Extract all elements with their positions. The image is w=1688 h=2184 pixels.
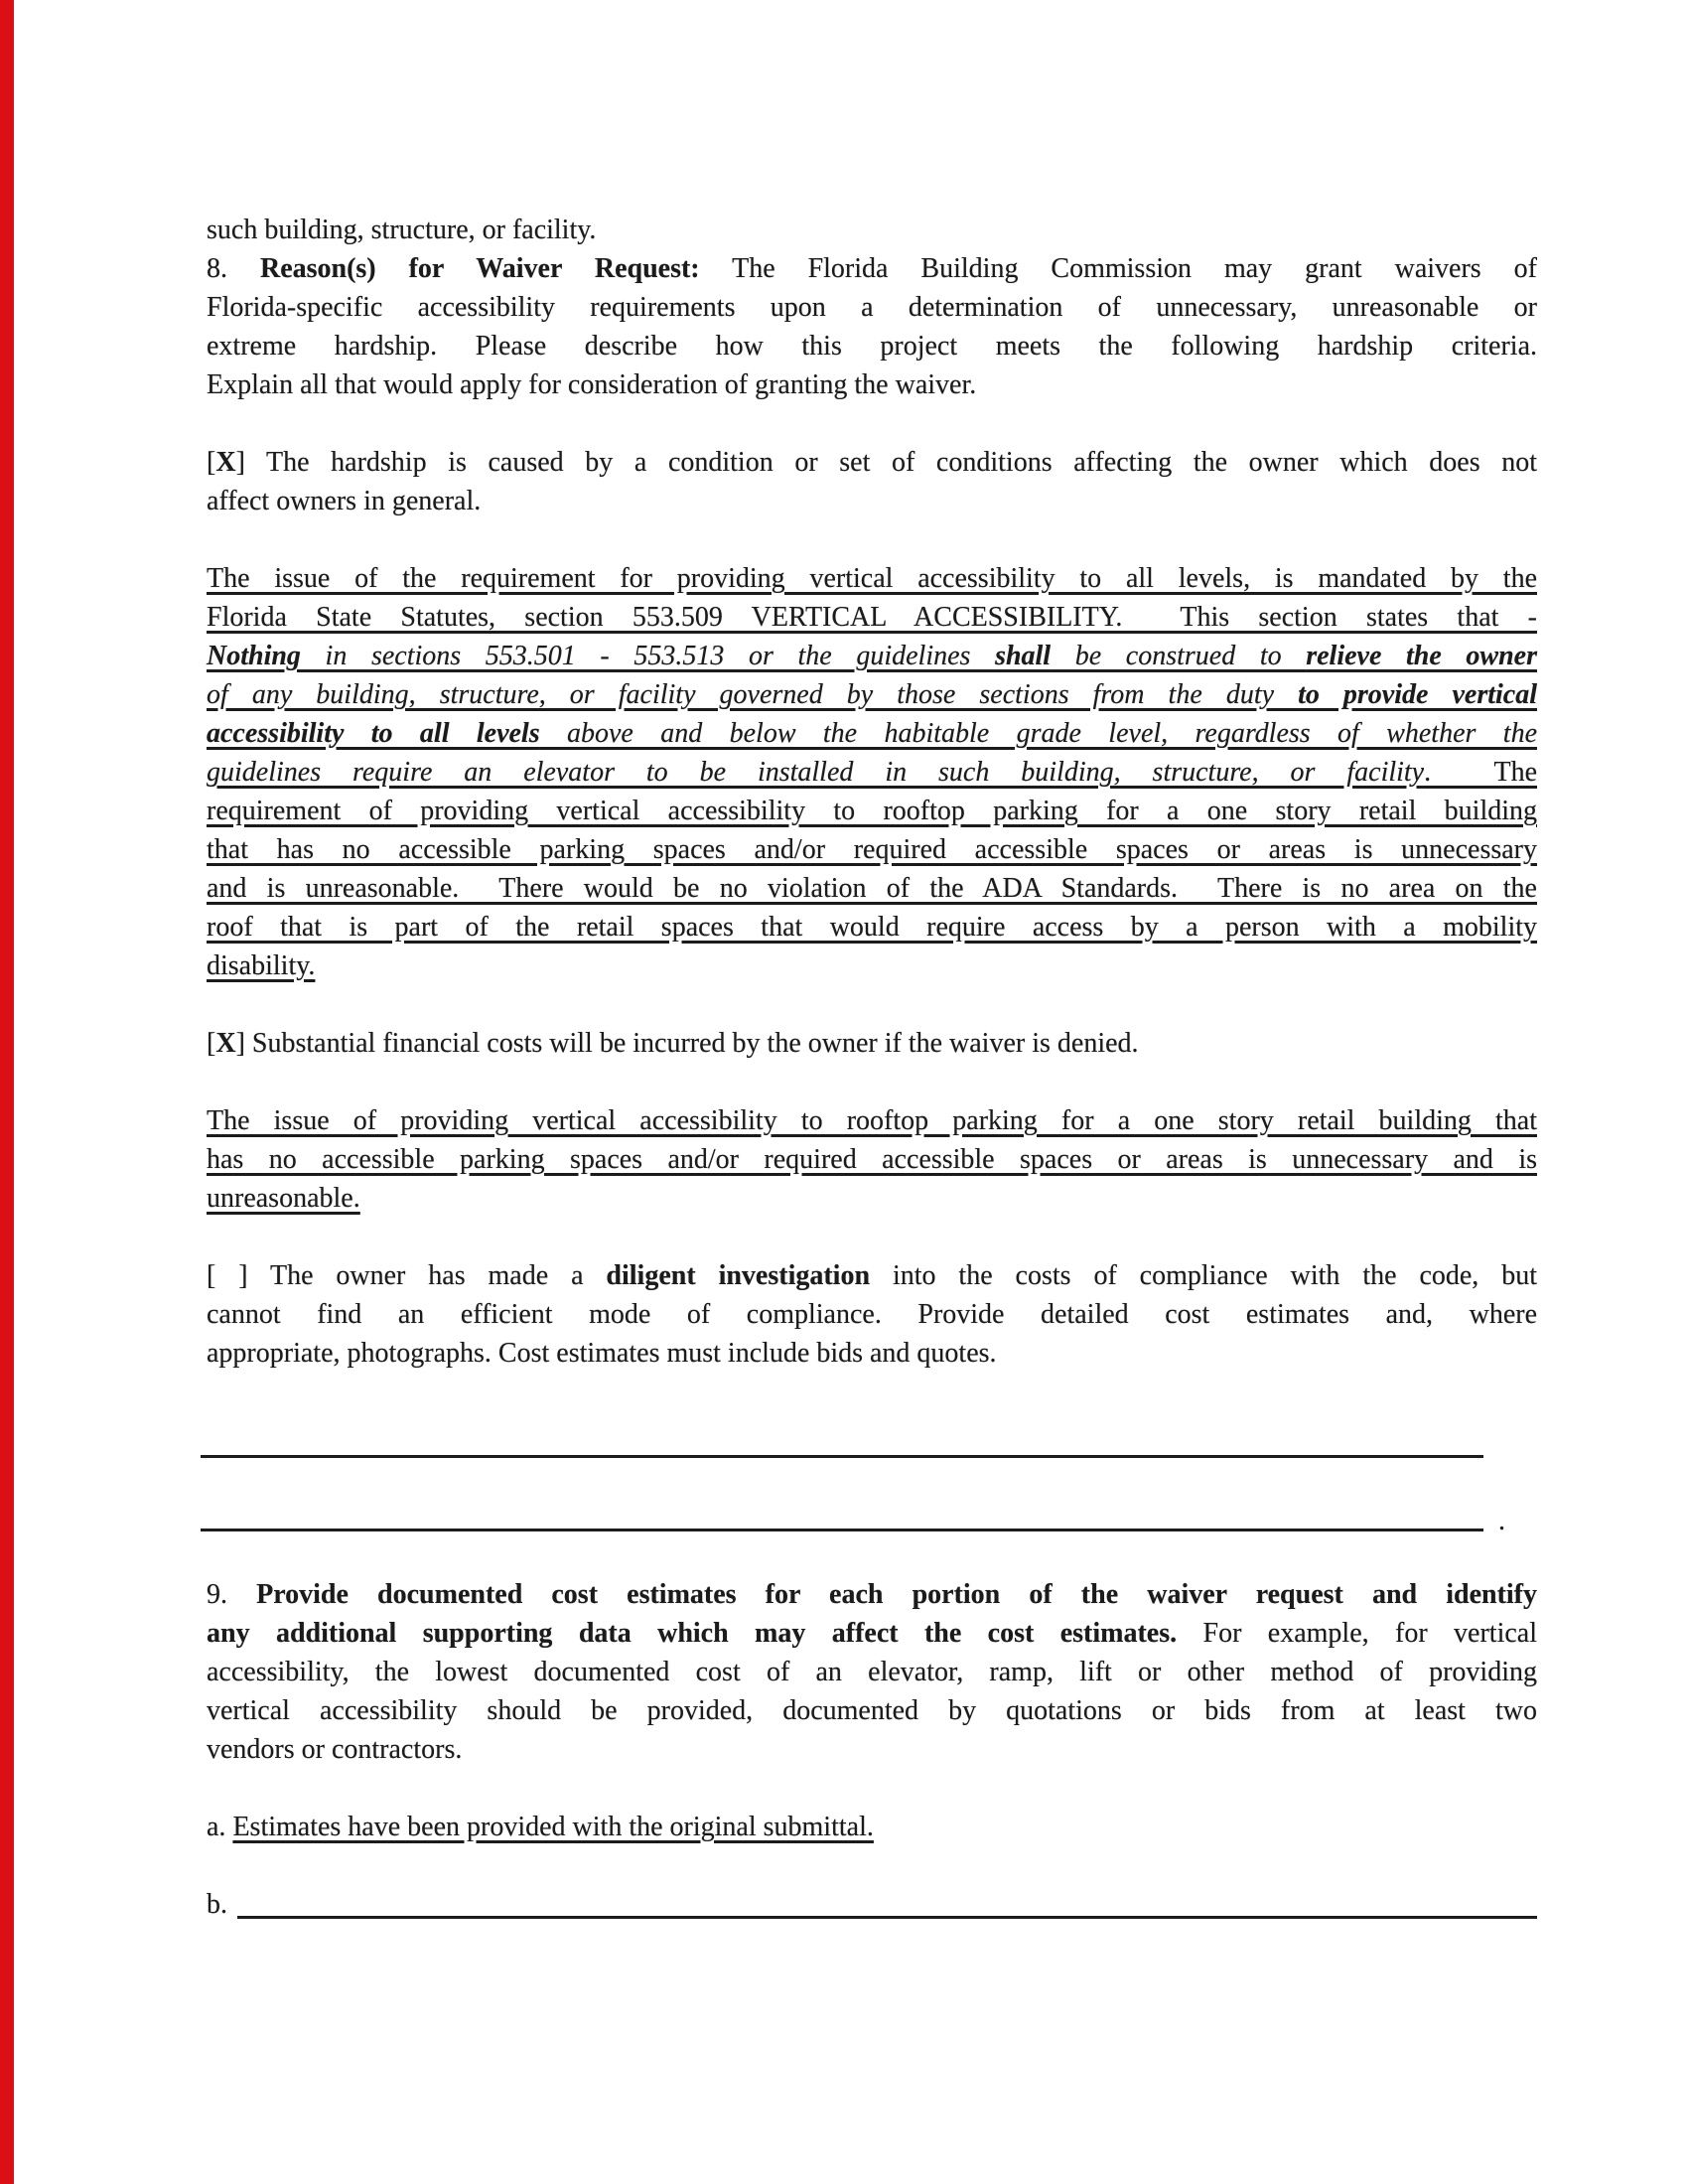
text-segment: that has no accessible parking spaces and/or required accessible spaces or areas is unnecessary (207, 834, 1537, 865)
text-line (207, 1575, 1537, 1614)
text-line (207, 1691, 1537, 1730)
text-line (207, 1256, 1537, 1295)
text-segment: The Florida Building Commission may grant waivers of (699, 253, 1537, 284)
text-segment: The issue of providing vertical accessibility to rooftop parking for a one story retail building that (207, 1105, 1537, 1136)
text-segment: disability. (207, 950, 316, 981)
text-segment: into the costs of compliance with the code, but (870, 1260, 1537, 1291)
text-line (207, 869, 1537, 908)
text-segment: guidelines require an elevator to be installed in such building, structure, or facility (207, 757, 1425, 788)
text-line (207, 637, 1537, 675)
text-line (207, 1614, 1537, 1653)
text-line (207, 830, 1537, 869)
text-segment: [ (207, 447, 216, 478)
text-segment: vertical accessibility should be provided, documented by quotations or bids from at least two (207, 1695, 1537, 1726)
checkbox-hardship-condition (207, 443, 1537, 520)
text-segment: any additional supporting data which may affect the cost estimates. (207, 1618, 1178, 1649)
text-segment: Reason(s) for Waiver Request: (259, 253, 700, 284)
text-segment: cannot find an efficient mode of compliance. Provide detailed cost estimates and, where (207, 1299, 1537, 1330)
text-segment: [ ] The owner has made a (207, 1260, 607, 1291)
text-line (207, 327, 1537, 365)
text-segment: extreme hardship. Please describe how this project meets the following hardship criteria. (207, 331, 1537, 362)
text-segment: affect owners in general. (207, 486, 482, 516)
item-a-label: a. (207, 1812, 226, 1842)
item-b-blank-line (237, 1885, 1537, 1919)
text-segment: be construed to (1051, 641, 1307, 671)
text-segment: shall (995, 641, 1052, 671)
text-segment: accessibility, the lowest documented cost of an elevator, ramp, lift or other method of providing (207, 1657, 1537, 1687)
text-line (207, 249, 1537, 288)
text-segment: above and below the habitable grade level, regardless of whether the (539, 718, 1537, 749)
item-a-text: Estimates have been provided with the original submittal. (232, 1812, 874, 1842)
text-segment: to provide vertical (1298, 679, 1538, 710)
text-segment: unreasonable. (207, 1183, 360, 1214)
text-segment: Provide documented cost estimates for each portion of the waiver request and identify (256, 1579, 1537, 1610)
text-line (207, 1295, 1537, 1334)
scan-edge-red-stripe (0, 0, 14, 2184)
trailing-period: . (1498, 1506, 1505, 1536)
text-line (207, 288, 1537, 327)
text-segment: diligent investigation (606, 1260, 871, 1291)
text-line (207, 1334, 1537, 1373)
blank-fill-line-2 (201, 1506, 1505, 1536)
text-segment: requirement of providing vertical accessibility to rooftop parking for a one story retail building (207, 796, 1537, 826)
text-line (207, 908, 1537, 946)
checkbox-financial-costs (207, 1024, 1537, 1063)
document-content (207, 211, 1537, 1924)
rooftop-parking-justification (207, 1101, 1537, 1218)
text-segment: X (215, 1028, 236, 1059)
checkbox-diligent-investigation (207, 1256, 1537, 1373)
text-segment: 9. (207, 1579, 257, 1610)
text-line (207, 443, 1537, 482)
text-segment: accessibility to all levels (207, 718, 540, 749)
text-segment: ] The hardship is caused by a condition or set of conditions affecting the owner which does not (235, 447, 1537, 478)
text-line (207, 675, 1537, 714)
text-segment: For example, for vertical (1177, 1618, 1537, 1649)
text-segment: in sections 553.501 - 553.513 or the guidelines (300, 641, 996, 671)
text-segment: X (215, 447, 236, 478)
text-line (207, 792, 1537, 830)
text-segment: Florida State Statutes, section 553.509 VERTICAL ACCESSIBILITY. This section states that - (207, 602, 1537, 633)
item-b-label: b. (207, 1889, 227, 1920)
estimate-item-b (207, 1885, 1537, 1924)
text-line (207, 598, 1537, 637)
body-paragraphs (207, 211, 1537, 1373)
text-segment: 8. (207, 253, 260, 284)
continuation-line (207, 211, 1537, 249)
text-line (207, 482, 1537, 520)
text-segment: Explain all that would apply for consideration of granting the waiver. (207, 369, 977, 400)
text-segment: ] Substantial financial costs will be incurred by the owner if the waiver is denied. (235, 1028, 1139, 1059)
blank-fill-line-1 (201, 1455, 1483, 1458)
text-line (207, 753, 1537, 792)
text-segment: relieve the owner (1306, 641, 1537, 671)
text-line (207, 714, 1537, 753)
statute-justification-paragraph (207, 559, 1537, 985)
text-segment: and is unreasonable. There would be no violation of the ADA Standards. There is no area on the (207, 873, 1537, 904)
text-segment: . The (1424, 757, 1538, 788)
text-line (207, 1653, 1537, 1691)
text-segment: vendors or contractors. (207, 1734, 463, 1765)
text-line (207, 1179, 1537, 1218)
text-line (207, 211, 1537, 249)
text-segment: appropriate, photographs. Cost estimates must include bids and quotes. (207, 1338, 997, 1369)
estimate-item-a (207, 1808, 1537, 1846)
text-line (207, 1024, 1537, 1063)
text-segment: such building, structure, or facility. (207, 215, 597, 245)
text-segment: [ (207, 1028, 216, 1059)
text-segment: Florida-specific accessibility requirements upon a determination of unnecessary, unreasonable or (207, 292, 1537, 323)
text-line (207, 365, 1537, 404)
text-segment: Nothing (207, 641, 301, 671)
text-segment: has no accessible parking spaces and/or required accessible spaces or areas is unnecessary and is (207, 1144, 1537, 1175)
text-line (207, 559, 1537, 598)
text-segment: The issue of the requirement for providing vertical accessibility to all levels, is mandated by the (207, 563, 1537, 594)
text-segment: roof that is part of the retail spaces that would require access by a person with a mobility (207, 912, 1537, 943)
item-8-reasons-for-waiver (207, 249, 1537, 404)
text-line (207, 946, 1537, 985)
item-9-cost-estimates (207, 1575, 1537, 1769)
text-line (207, 1730, 1537, 1769)
item-9-paragraph (207, 1575, 1537, 1769)
text-segment: of any building, structure, or facility governed by those sections from the duty (207, 679, 1299, 710)
text-line (207, 1140, 1537, 1179)
text-line (207, 1101, 1537, 1140)
